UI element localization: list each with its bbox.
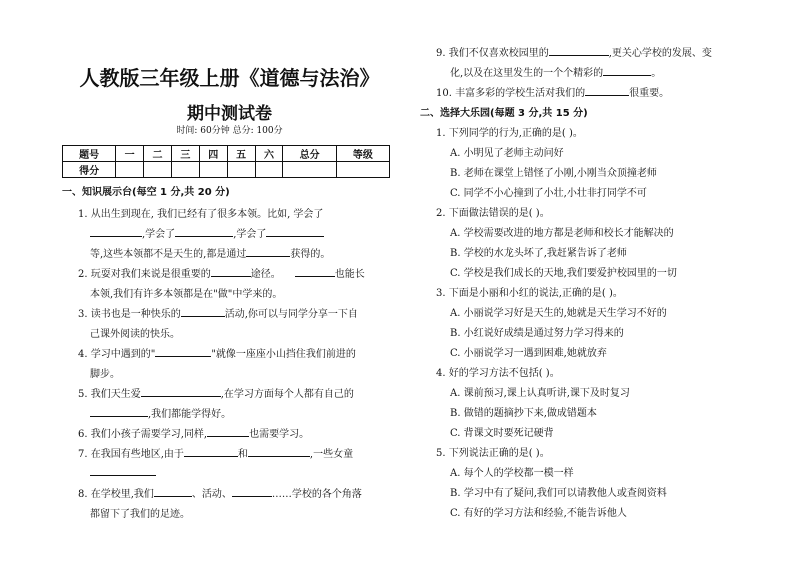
mc-question-5-option-a[interactable]: A. 每个人的学校都一模一样 xyxy=(450,468,574,479)
exam-meta: 时间: 60分钟 总分: 100分 xyxy=(176,126,283,136)
question-text: 活动,你可以与同学分享一下自 xyxy=(224,309,358,320)
question-text: 10. 丰富多彩的学校生活对我们的 xyxy=(436,88,586,99)
question-6-line-1 xyxy=(78,425,309,440)
answer-blank[interactable] xyxy=(184,446,238,457)
score-cell: 总分 xyxy=(283,146,336,162)
mc-question-5-option-c[interactable]: C. 有好的学习方法和经验,不能告诉他人 xyxy=(450,508,627,519)
section-1-heading: 一、知识展示台(每空 1 分,共 20 分) xyxy=(62,187,230,198)
answer-blank[interactable] xyxy=(266,226,324,237)
mc-question-4-option-c[interactable]: C. 背课文时要死记硬背 xyxy=(450,428,554,439)
question-4-line-1 xyxy=(78,345,356,360)
score-cell: 三 xyxy=(171,146,199,162)
question-text: 7. 在我国有些地区,由于 xyxy=(78,449,184,460)
score-cell: 得分 xyxy=(63,162,116,178)
question-text: 化,以及在这里发生的一个个精彩的 xyxy=(450,68,604,79)
mc-question-5-option-b[interactable]: B. 学习中有了疑问,我们可以请教他人或查阅资料 xyxy=(450,488,667,499)
question-1-line-1 xyxy=(78,205,323,220)
score-table-score-row xyxy=(63,162,390,178)
mc-question-4-stem: 4. 好的学习方法不包括( )。 xyxy=(436,368,560,379)
question-7-line-1 xyxy=(78,445,353,460)
question-text: 也能长 xyxy=(334,269,365,280)
section-2-heading: 二、选择大乐园(每题 3 分,共 15 分) xyxy=(420,108,588,119)
question-5-line-2 xyxy=(90,405,231,420)
question-text: 、活动、 xyxy=(191,489,232,500)
answer-blank[interactable] xyxy=(90,406,148,417)
mc-question-1-option-a[interactable]: A. 小明见了老师主动问好 xyxy=(450,148,564,159)
question-1-line-3 xyxy=(90,245,330,260)
score-cell: 六 xyxy=(255,146,283,162)
answer-blank[interactable] xyxy=(232,486,272,497)
question-text: 5. 我们天生爱 xyxy=(78,389,141,400)
question-text: ,在学习方面每个人都有自己的 xyxy=(220,389,354,400)
question-text: ,更关心学校的发展、变 xyxy=(608,48,712,59)
score-cell: 等级 xyxy=(336,146,389,162)
mc-question-4-option-a[interactable]: A. 课前预习,课上认真听讲,课下及时复习 xyxy=(450,388,630,399)
answer-blank[interactable] xyxy=(295,266,335,277)
score-input-cell[interactable] xyxy=(116,162,144,178)
question-text: 9. 我们不仅喜欢校园里的 xyxy=(436,48,549,59)
mc-question-1-stem: 1. 下列同学的行为,正确的是( )。 xyxy=(436,128,583,139)
question-text: 3. 读书也是一种快乐的 xyxy=(78,309,181,320)
question-text: 很重要。 xyxy=(629,88,670,99)
question-text: ,一些女童 xyxy=(309,449,354,460)
mc-question-2-option-b[interactable]: B. 学校的水龙头坏了,我赶紧告诉了老师 xyxy=(450,248,627,259)
mc-question-2-option-c[interactable]: C. 学校是我们成长的天地,我们要爱护校园里的一切 xyxy=(450,268,677,279)
question-text: 8. 在学校里,我们 xyxy=(78,489,154,500)
score-input-cell[interactable] xyxy=(227,162,255,178)
mc-question-3-stem: 3. 下面是小丽和小红的说法,正确的是( )。 xyxy=(436,288,623,299)
mc-question-4-option-b[interactable]: B. 做错的题摘抄下来,做成错题本 xyxy=(450,408,597,419)
question-text: 获得的。 xyxy=(290,249,331,260)
score-input-cell[interactable] xyxy=(199,162,227,178)
exam-subtitle: 期中测试卷 xyxy=(187,104,272,124)
question-text: 也需要学习。 xyxy=(249,429,310,440)
question-text: 。 xyxy=(651,68,662,79)
question-text: 4. 学习中遇到的" xyxy=(78,349,156,360)
score-table-header-row xyxy=(63,146,390,162)
score-cell: 五 xyxy=(227,146,255,162)
question-8-line-1 xyxy=(78,485,362,500)
question-text: 和 xyxy=(237,449,248,460)
question-text: ,我们都能学得好。 xyxy=(148,409,232,420)
exam-title: 人教版三年级上册《道德与法治》 xyxy=(79,66,380,90)
question-4-line-2 xyxy=(90,365,120,380)
question-3-line-2 xyxy=(90,325,180,340)
score-input-cell[interactable] xyxy=(255,162,283,178)
score-input-cell[interactable] xyxy=(283,162,336,178)
question-1-line-2 xyxy=(90,225,324,240)
answer-blank[interactable] xyxy=(175,226,233,237)
mc-question-3-option-c[interactable]: C. 小丽说学习一遇到困难,她就放弃 xyxy=(450,348,607,359)
question-text: 途径。 xyxy=(250,269,281,280)
mc-question-3-option-a[interactable]: A. 小丽说学习好是天生的,她就是天生学习不好的 xyxy=(450,308,667,319)
mc-question-2-stem: 2. 下面做法错误的是( )。 xyxy=(436,208,550,219)
question-8-line-2 xyxy=(90,505,190,520)
score-input-cell[interactable] xyxy=(171,162,199,178)
mc-question-3-option-b[interactable]: B. 小红说好成绩是通过努力学习得来的 xyxy=(450,328,624,339)
mc-question-1-option-c[interactable]: C. 同学不小心撞到了小壮,小壮非打同学不可 xyxy=(450,188,647,199)
answer-blank[interactable] xyxy=(207,426,249,437)
question-9-line-1 xyxy=(436,44,712,59)
question-text: 都留下了我们的足迹。 xyxy=(90,509,190,520)
answer-blank[interactable] xyxy=(246,246,290,257)
question-text: 脚步。 xyxy=(90,369,120,380)
answer-blank[interactable] xyxy=(549,45,609,56)
score-input-cell[interactable] xyxy=(144,162,172,178)
score-cell: 四 xyxy=(199,146,227,162)
question-2-line-1 xyxy=(78,265,365,280)
answer-blank[interactable] xyxy=(211,266,251,277)
question-text: "就像一座座小山挡住我们前进的 xyxy=(211,349,356,360)
question-7-line-2 xyxy=(90,465,156,479)
answer-blank[interactable] xyxy=(155,346,211,357)
answer-blank[interactable] xyxy=(90,465,156,476)
question-text: ,学会了 xyxy=(142,229,176,240)
answer-blank[interactable] xyxy=(141,386,221,397)
question-9-line-2 xyxy=(450,64,661,79)
question-10-line-1 xyxy=(436,84,669,99)
answer-blank[interactable] xyxy=(181,306,225,317)
question-5-line-1 xyxy=(78,385,354,400)
question-3-line-1 xyxy=(78,305,358,320)
score-table xyxy=(62,145,390,178)
answer-blank[interactable] xyxy=(585,85,629,96)
mc-question-2-option-a[interactable]: A. 学校需要改进的地方都是老师和校长才能解决的 xyxy=(450,228,674,239)
answer-blank[interactable] xyxy=(90,226,142,237)
score-input-cell[interactable] xyxy=(336,162,389,178)
mc-question-5-stem: 5. 下列说法正确的是( )。 xyxy=(436,448,550,459)
answer-blank[interactable] xyxy=(603,65,651,76)
question-text: 6. 我们小孩子需要学习,同样, xyxy=(78,429,208,440)
question-text: 等,这些本领都不是天生的,都是通过 xyxy=(90,249,247,260)
score-cell: 题号 xyxy=(63,146,116,162)
score-cell: 二 xyxy=(144,146,172,162)
answer-blank[interactable] xyxy=(248,446,310,457)
score-cell: 一 xyxy=(116,146,144,162)
question-text: 己课外阅读的快乐。 xyxy=(90,329,180,340)
question-text: 本领,我们有许多本领都是在"做"中学来的。 xyxy=(90,289,283,300)
question-text: ,学会了 xyxy=(233,229,267,240)
answer-blank[interactable] xyxy=(154,486,192,497)
question-text: ……学校的各个角落 xyxy=(271,489,362,500)
question-text: 2. 玩耍对我们来说是很重要的 xyxy=(78,269,211,280)
mc-question-1-option-b[interactable]: B. 老师在课堂上错怪了小刚,小刚当众顶撞老师 xyxy=(450,168,657,179)
question-text: 1. 从出生到现在, 我们已经有了很多本领。比如, 学会了 xyxy=(78,209,324,220)
question-2-line-2 xyxy=(90,285,282,300)
